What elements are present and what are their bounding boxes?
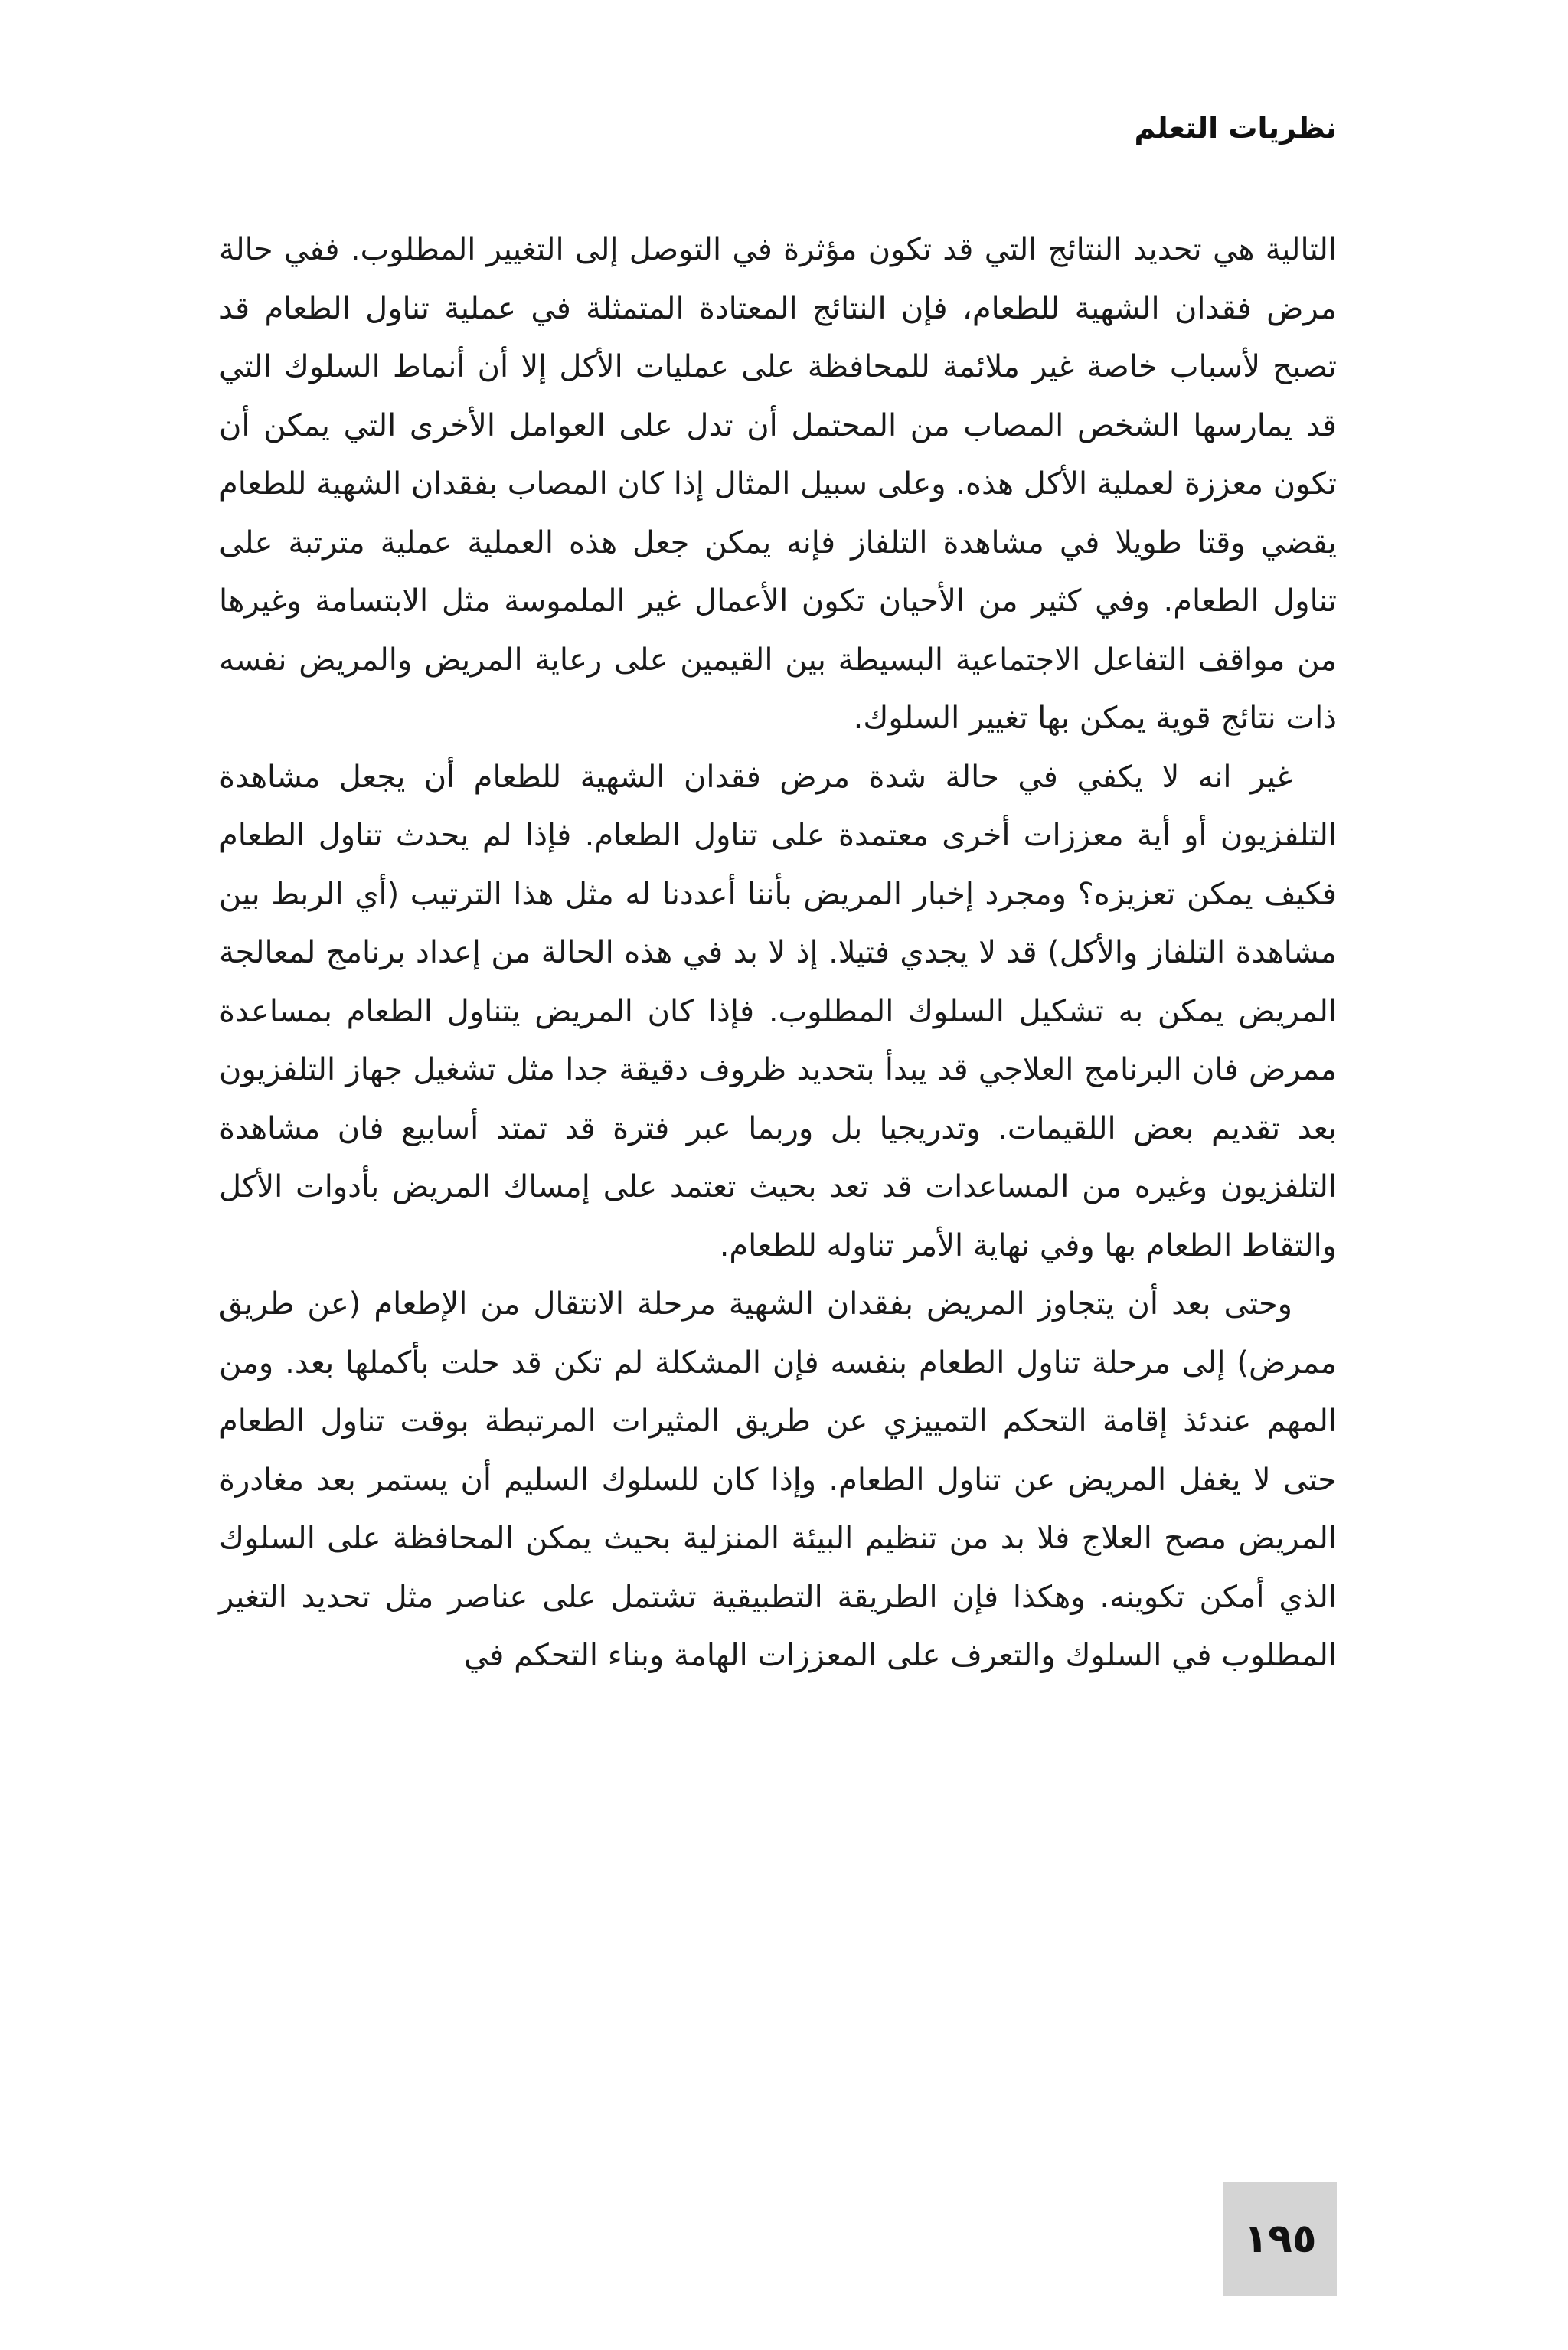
running-header-title: نظريات التعلم <box>1134 111 1337 145</box>
page-number: ١٩٥ <box>1243 2216 1317 2262</box>
paragraph-3: وحتى بعد أن يتجاوز المريض بفقدان الشهية مرحلة الانتقال من الإطعام (عن طريق ممرض) إلى مرحلة تناول الطعام بنفسه فإن المشكلة لم تكن قد حلت بأكملها بعد. ومن المهم عندئذ إقامة التحكم التمييزي عن طريق المثيرات المرتبطة بوقت تناول الطعام حتى لا يغفل المريض عن تناول الطعام. وإذا كان للسلوك السليم أن يستمر بعد مغادرة المريض مصح العلاج فلا بد من تنظيم البيئة المنزلية بحيث يمكن المحافظة على السلوك الذي أمكن تكوينه. وهكذا فإن الطريقة التطبيقية تشتمل على عناصر مثل تحديد التغير المطلوب في السلوك والتعرف على المعززات الهامة وبناء التحكم في <box>219 1286 1337 1673</box>
paragraph-1: التالية هي تحديد النتائج التي قد تكون مؤثرة في التوصل إلى التغيير المطلوب. ففي حالة مرض فقدان الشهية للطعام، فإن النتائج المعتادة المتمثلة في عملية تناول الطعام قد تصبح لأسباب خاصة غير ملائمة للمحافظة على عمليات الأكل إلا أن أنماط السلوك التي قد يمارسها الشخص المصاب من المحتمل أن تدل على العوامل الأخرى التي يمكن أن تكون معززة لعملية الأكل هذه. وعلى سبيل المثال إذا كان المصاب بفقدان الشهية للطعام يقضي وقتا طويلا في مشاهدة التلفاز فإنه يمكن جعل هذه العملية عملية مترتبة على تناول الطعام. وفي كثير من الأحيان تكون الأعمال غير الملموسة مثل الابتسامة وغيرها من مواقف التفاعل الاجتماعية البسيطة بين القيمين على رعاية المريض والمريض نفسه ذات نتائج قوية يمكن بها تغيير السلوك. <box>219 232 1337 736</box>
page-number-box <box>1223 2182 1337 2296</box>
paragraph-2: غير انه لا يكفي في حالة شدة مرض فقدان الشهية للطعام أن يجعل مشاهدة التلفزيون أو أية معززات أخرى معتمدة على تناول الطعام. فإذا لم يحدث تناول الطعام فكيف يمكن تعزيزه؟ ومجرد إخبار المريض بأننا أعددنا له مثل هذا الترتيب (أي الربط بين مشاهدة التلفاز والأكل) قد لا يجدي فتيلا. إذ لا بد في هذه الحالة من إعداد برنامج لمعالجة المريض يمكن به تشكيل السلوك المطلوب. فإذا كان المريض يتناول الطعام بمساعدة ممرض فان البرنامج العلاجي قد يبدأ بتحديد ظروف دقيقة جدا مثل تشغيل جهاز التلفزيون بعد تقديم بعض اللقيمات. وتدريجيا بل وربما عبر فترة قد تمتد أسابيع فان مشاهدة التلفزيون وغيره من المساعدات قد تعد بحيث تعتمد على إمساك المريض بأدوات الأكل والتقاط الطعام بها وفي نهاية الأمر تناوله للطعام. <box>219 759 1337 1263</box>
body-text <box>219 221 1337 1685</box>
